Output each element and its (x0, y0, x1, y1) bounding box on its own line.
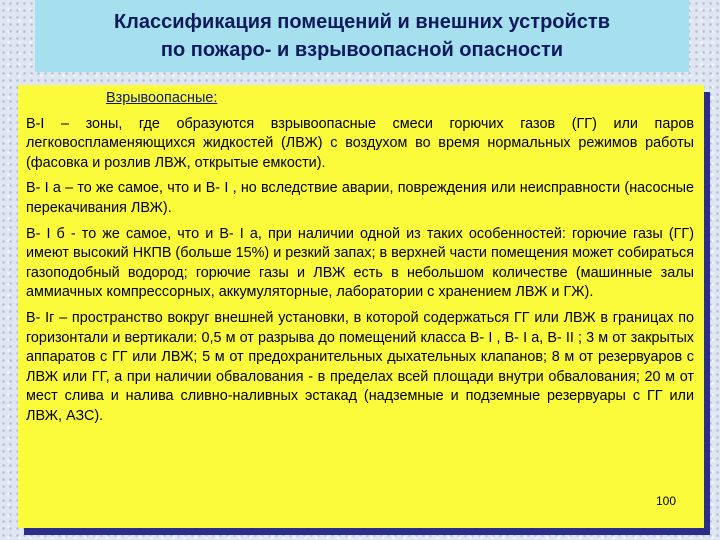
paragraph-v-ib: В- I б - то же самое, что и В- I а, при наличии одной из таких особенностей: горючие газы (ГГ) имеют высокий НКПВ (больше 15%) и резкий запах; в верхней части помещения может собираться газоподобный водород; горючие газы и ЛВЖ есть в небольшом количестве (машинные залы аммиачных компрессорных, аккумуляторные, лаборатории с хранением ЛВЖ и ГЖ). (26, 225, 694, 301)
paragraph-v-i: В-I – зоны, где образуются взрывоопасные смеси горючих газов (ГГ) или паров легковоспламеняющихся жидкостей (ЛВЖ) с воздухом во время нормальных режимов работы (фасовка и розлив ЛВЖ, открытые емкости). (26, 115, 694, 171)
slide-title-line-2: по пожаро- и взрывоопасной опасности (160, 39, 564, 61)
paragraph-v-ig: В- Iг – пространство вокруг внешней установки, в которой содержаться ГГ или ЛВЖ в границах по горизонтали и вертикали: 0,5 м от разрыва до помещений класса В- I , В- I а, В- II ; 3 м от закрытых аппаратов с ГГ или ЛВЖ; 5 м от предохранительных дыхательных клапанов; 8 м от резервуаров с ЛВЖ или ГГ, а при наличии обвалования - в пределах всей площади внутри обвалования; 20 м от мест слива и налива сливно-наливных эстакад (надземные и подземные резервуары с ГГ или ЛВЖ, АЗС). (26, 309, 694, 424)
paragraph-v-ia: В- I а – то же самое, что и В- I , но вследствие аварии, повреждения или неисправности (насосные перекачивания ЛВЖ). (26, 180, 694, 216)
page-number: 100 (655, 494, 676, 509)
slide-title-line-1: Классификация помещений и внешних устройств (113, 11, 611, 33)
section-heading: Взрывоопасные: (106, 90, 218, 106)
slide-title (35, 0, 689, 72)
content-panel (18, 85, 704, 528)
